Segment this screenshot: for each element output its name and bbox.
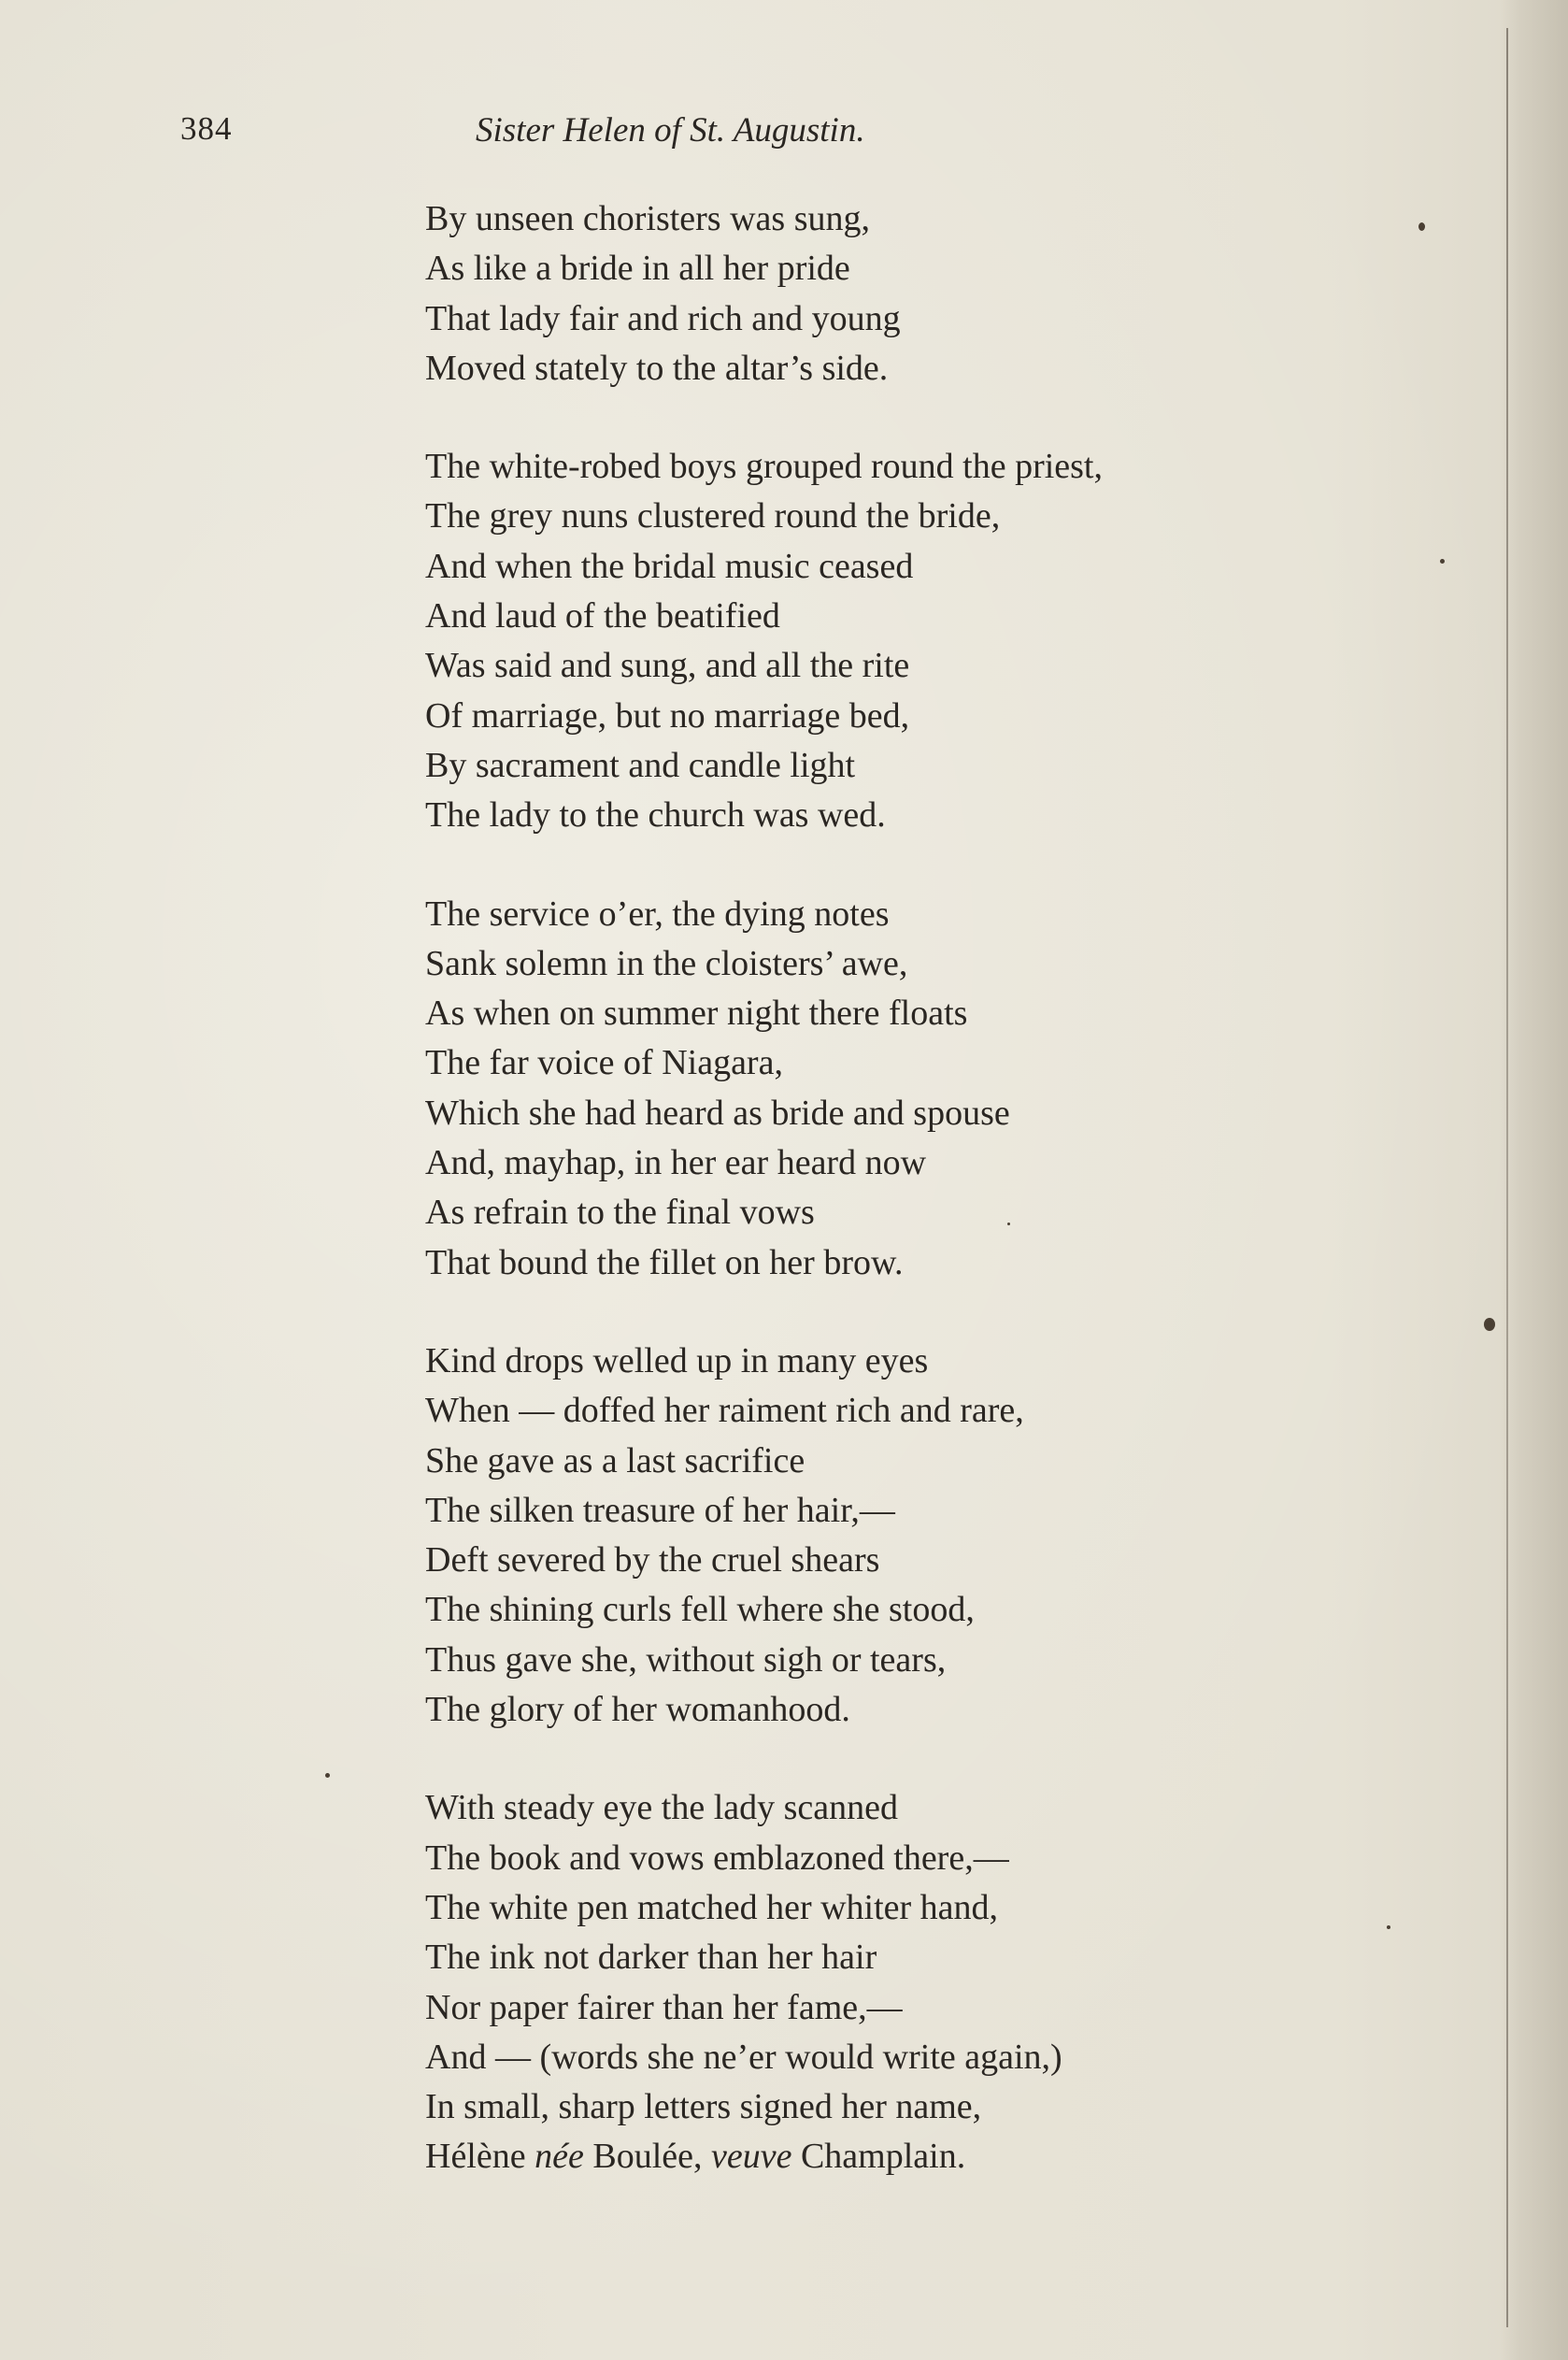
stanza xyxy=(425,442,1313,840)
poem-line: That bound the fillet on her brow. xyxy=(425,1242,904,1282)
poem-line: The service o’er, the dying notes xyxy=(425,894,890,934)
poem-line: Thus gave she, without sigh or tears, xyxy=(425,1639,947,1680)
stanza xyxy=(425,1783,1313,2181)
signature-line xyxy=(425,2132,1313,2181)
poem-line: Kind drops welled up in many eyes xyxy=(425,1340,929,1380)
poem-line: Was said and sung, and all the rite xyxy=(425,646,910,686)
page-header xyxy=(180,110,1395,157)
page-number: 384 xyxy=(180,110,233,147)
poem-line: The book and vows emblazoned there,— xyxy=(425,1838,1009,1878)
ink-speck xyxy=(1484,1318,1495,1331)
poem-line: The far voice of Niagara, xyxy=(425,1043,783,1083)
poem-line: The glory of her womanhood. xyxy=(425,1690,850,1730)
poem-line: The ink not darker than her hair xyxy=(425,1938,877,1978)
poem-line: And when the bridal music ceased xyxy=(425,546,914,586)
signature-nee: née xyxy=(535,2137,584,2177)
poem-line: That lady fair and rich and young xyxy=(425,298,901,338)
poem-line: The shining curls fell where she stood, xyxy=(425,1590,975,1630)
poem-line: As when on summer night there floats xyxy=(425,994,968,1034)
poem-line: The white-robed boys grouped round the priest, xyxy=(425,447,1103,487)
poem-line: And — (words she ne’er would write again,) xyxy=(425,2037,1062,2077)
stanza xyxy=(425,194,1313,393)
signature-married-name: Champlain. xyxy=(791,2137,966,2177)
page-edge-shadow xyxy=(1500,0,1568,2360)
poem-line: And, mayhap, in her ear heard now xyxy=(425,1143,927,1183)
page-fold-line xyxy=(1506,28,1508,2327)
poem-line: She gave as a last sacrifice xyxy=(425,1440,805,1480)
signature-maiden-name: Boulée, xyxy=(583,2137,711,2177)
stanza xyxy=(425,1337,1313,1735)
poem-line: As like a bride in all her pride xyxy=(425,249,850,289)
poem-line: Which she had heard as bride and spouse xyxy=(425,1093,1010,1133)
poem-line: By sacrament and candle light xyxy=(425,745,856,785)
poem-line: The white pen matched her whiter hand, xyxy=(425,1887,999,1927)
poem-line: Sank solemn in the cloisters’ awe, xyxy=(425,943,908,983)
ink-speck xyxy=(1007,1223,1010,1225)
poem-line: When — doffed her raiment rich and rare, xyxy=(425,1391,1024,1431)
poem-line: With steady eye the lady scanned xyxy=(425,1788,899,1828)
ink-speck xyxy=(325,1773,330,1778)
poem-line: Nor paper fairer than her fame,— xyxy=(425,1987,903,2027)
ink-speck xyxy=(1418,222,1425,231)
signature-name: Hélène xyxy=(425,2137,535,2177)
stanza xyxy=(425,890,1313,1288)
poem-line: In small, sharp letters signed her name, xyxy=(425,2087,982,2127)
running-title: Sister Helen of St. Augustin. xyxy=(476,111,865,150)
ink-speck xyxy=(1387,1925,1390,1929)
poem-line: The grey nuns clustered round the bride, xyxy=(425,496,1001,536)
poem-line: By unseen choristers was sung, xyxy=(425,199,870,238)
poem-line: The lady to the church was wed. xyxy=(425,795,886,836)
poem-line: And laud of the beatified xyxy=(425,596,780,636)
poem-line: The silken treasure of her hair,— xyxy=(425,1490,895,1530)
poem-line: Of marriage, but no marriage bed, xyxy=(425,695,910,736)
signature-veuve: veuve xyxy=(710,2137,792,2177)
poem-line: Deft severed by the cruel shears xyxy=(425,1540,880,1580)
poem-body xyxy=(425,194,1313,2231)
poem-line: As refrain to the final vows xyxy=(425,1193,815,1233)
ink-speck xyxy=(1440,559,1445,564)
poem-line: Moved stately to the altar’s side. xyxy=(425,348,889,388)
